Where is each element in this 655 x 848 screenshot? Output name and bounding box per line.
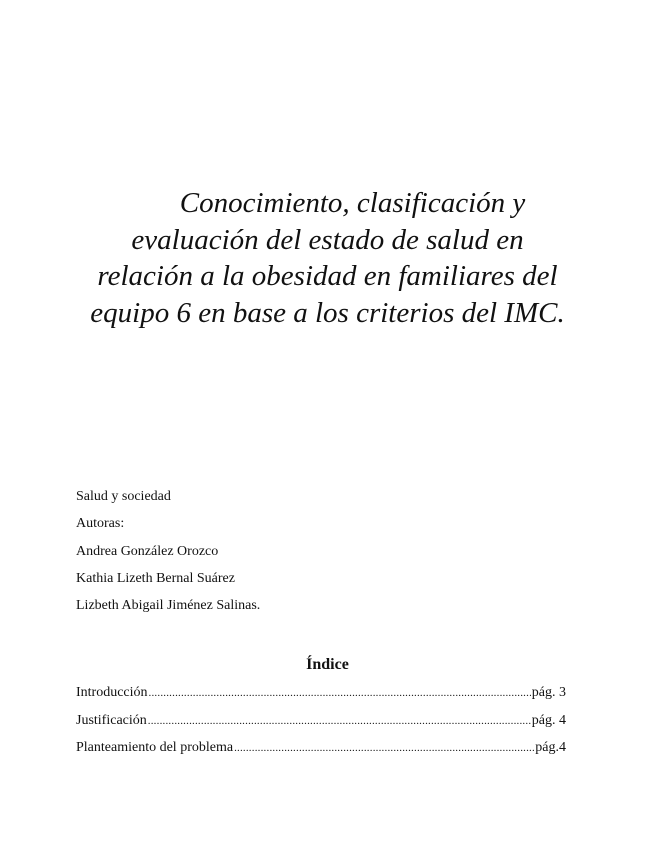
author-name: Andrea González Orozco xyxy=(76,543,219,559)
toc-entry[interactable] xyxy=(76,739,566,767)
toc-entry-page: pág.4 xyxy=(535,740,566,755)
author-name: Kathia Lizeth Bernal Suárez xyxy=(76,570,235,586)
dot-leader xyxy=(149,684,531,702)
subject-name: Salud y sociedad xyxy=(76,489,171,504)
toc-entry-page: pág. 4 xyxy=(531,712,566,728)
dot-leader xyxy=(148,712,531,730)
index-heading: Índice xyxy=(306,656,349,673)
title-line: relación a la obesidad en familiares del xyxy=(97,260,558,292)
table-of-contents xyxy=(76,684,566,767)
title-line: Conocimiento, clasificación y xyxy=(179,187,526,219)
title-line: equipo 6 en base a los criterios del IMC. xyxy=(90,296,565,329)
document-title xyxy=(60,185,595,331)
toc-entry-label: Justificación xyxy=(76,712,147,728)
toc-entry-label: Planteamiento del problema xyxy=(76,740,234,755)
dot-leader xyxy=(234,739,534,757)
document-meta xyxy=(76,488,260,624)
toc-entry[interactable] xyxy=(76,684,566,712)
toc-entry-label: Introducción xyxy=(76,685,148,700)
author-name: Lizbeth Abigail Jiménez Salinas. xyxy=(76,598,261,614)
title-line: evaluación del estado de salud en xyxy=(131,223,524,256)
toc-entry-page: pág. 3 xyxy=(531,685,566,700)
toc-entry[interactable] xyxy=(76,712,566,740)
authors-label: Autoras: xyxy=(76,516,125,532)
